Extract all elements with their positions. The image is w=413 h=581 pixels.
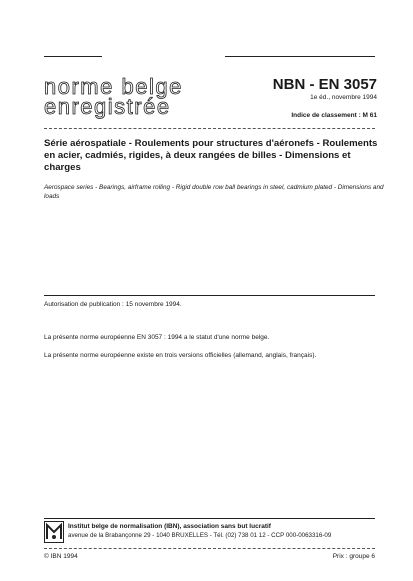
- status-statement: La présente norme européenne EN 3057 : 1994 a le statut d'une norme belge.: [44, 334, 270, 341]
- brand-line-1: norme belge: [44, 74, 183, 99]
- footer-institute: Institut belge de normalisation (IBN), association sans but lucratif: [68, 523, 271, 530]
- footer-copyright: © IBN 1994: [44, 553, 78, 560]
- edition-date: 1e éd., novembre 1994: [310, 94, 377, 101]
- publication-rule: [44, 295, 375, 296]
- document-title-french: Série aérospatiale - Roulements pour structures d'aéronefs - Roulements en acier, cadmiés, rigides, à deux rangées de billes - Dimensions et charges: [44, 138, 378, 173]
- ibn-logo-icon: [44, 521, 64, 543]
- footer-separator: [44, 548, 375, 549]
- footer-address: avenue de la Brabançonne 29 - 1040 BRUXELLES - Tél. (02) 738 01 12 - CCP 000-0063316-09: [68, 532, 332, 539]
- document-title-english: Aerospace series - Bearings, airframe rolling - Rigid double row ball bearings in steel, cadmium plated - Dimensions and loads: [44, 184, 384, 200]
- footer-rule: [44, 518, 375, 519]
- publication-authorisation: Autorisation de publication : 15 novembre 1994.: [44, 301, 182, 308]
- top-rule-right: [225, 56, 375, 57]
- classification-index: Indice de classement : M 61: [291, 112, 377, 119]
- top-rule-left: [44, 56, 102, 57]
- versions-statement: La présente norme européenne existe en trois versions officielles (allemand, anglais, français).: [44, 352, 317, 359]
- brand-line-2: enregistrée: [44, 94, 171, 119]
- standard-number: NBN - EN 3057: [272, 76, 377, 93]
- header-separator: [44, 128, 375, 129]
- footer-price-group: Prix : groupe 6: [332, 553, 375, 560]
